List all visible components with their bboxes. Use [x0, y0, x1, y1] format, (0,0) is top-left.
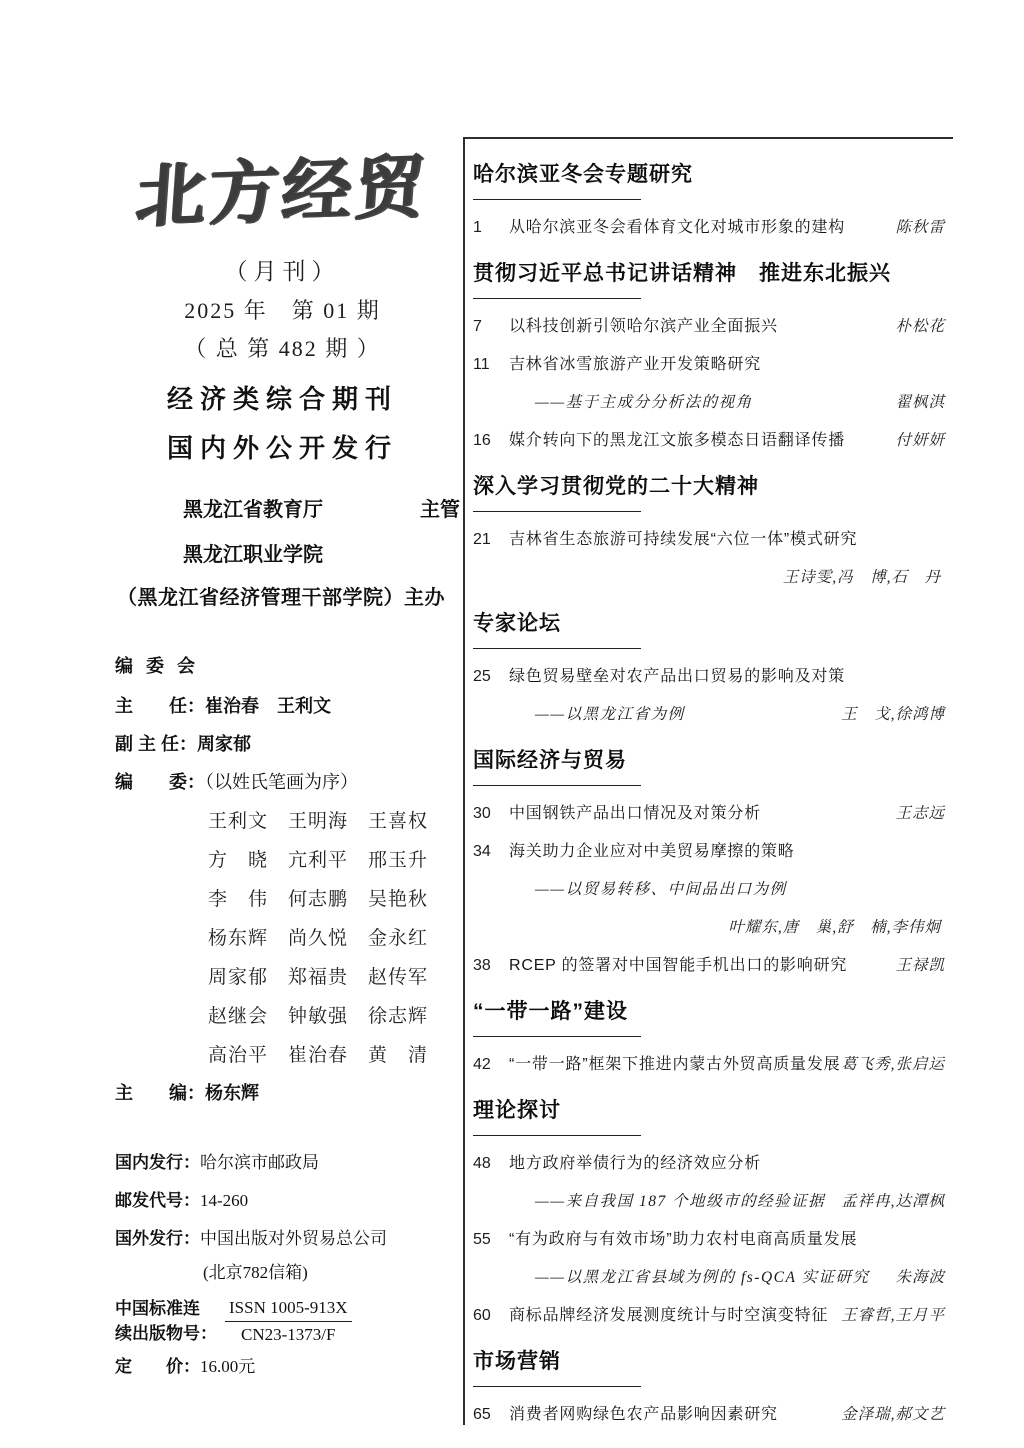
toc-article-page: 60: [473, 1307, 491, 1324]
editorial-board-block: [115, 652, 460, 1105]
toc-article-title: RCEP 的签署对中国智能手机出口的影响研究: [509, 957, 848, 974]
postal-code-row: [115, 1186, 460, 1211]
postal-code-label: 邮发代号：: [115, 1191, 200, 1210]
board-member-row: 王利文 王明海 王喜权: [208, 811, 429, 832]
members-label: 编 委：: [115, 772, 205, 792]
toc-article-subtitle-row: [473, 1191, 945, 1212]
toc-article-page: 55: [473, 1231, 491, 1248]
toc-article-row: [473, 1054, 945, 1075]
toc-section-heading: 贯彻习近平总书记讲话精神 推进东北振兴: [473, 262, 891, 285]
toc-article-subtitle-row: [473, 879, 945, 900]
toc-heading-rule: [473, 1036, 641, 1037]
toc-article-row: [473, 430, 945, 451]
toc-article-title: 绿色贸易壁垒对农产品出口贸易的影响及对策: [509, 668, 846, 685]
toc-article-page: 65: [473, 1406, 491, 1423]
toc-heading-rule: [473, 298, 641, 299]
toc-article-page: 42: [473, 1056, 491, 1073]
board-members: [115, 806, 460, 1067]
board-member-row: 杨东辉 尚久悦 金永红: [208, 928, 429, 949]
toc-article-authors: 王志远: [895, 805, 945, 822]
toc-article-subtitle: ——基于主成分分析法的视角: [535, 394, 753, 411]
toc-article-row: [473, 354, 945, 375]
toc-article-page: 48: [473, 1155, 491, 1172]
director-names: 崔治春 王利文: [205, 696, 331, 716]
toc-article-page: 25: [473, 668, 491, 685]
journal-category-line: 经济类综合期刊: [166, 384, 398, 414]
toc-article-title: “一带一路”框架下推进内蒙古外贸高质量发展: [509, 1056, 841, 1073]
toc-article-authors: 孟祥冉,达潭枫: [841, 1193, 945, 1210]
supervisor-name: 黑龙江省教育厅: [183, 499, 323, 521]
cn-value: CN23-1373/F: [241, 1324, 336, 1344]
toc-article-row: [473, 666, 945, 687]
toc-heading-rule: [473, 1386, 641, 1387]
toc-section: [473, 607, 945, 725]
toc-article-page: 11: [473, 356, 490, 373]
board-member-row: 周家郁 郑福贵 赵传军: [208, 967, 429, 988]
supervisor-role: 主管: [420, 499, 460, 521]
journal-logo: 北方经贸: [133, 148, 431, 236]
toc-heading-rule: [473, 199, 641, 200]
domestic-distribution-row: [115, 1148, 460, 1173]
toc-section: [473, 1345, 945, 1425]
publication-info-block: [115, 1148, 460, 1390]
toc-section: [473, 158, 945, 238]
toc-article-row: [473, 1229, 945, 1250]
toc: [473, 158, 945, 1425]
organization-block: [115, 493, 460, 610]
issn-row: [115, 1296, 460, 1346]
toc-article-authors: 陈秋雷: [895, 219, 945, 236]
toc-article-page: 21: [473, 531, 491, 548]
toc-article-title: 吉林省生态旅游可持续发展“六位一体”模式研究: [509, 531, 858, 548]
toc-article-title: 商标品牌经济发展测度统计与时空演变特征: [509, 1307, 829, 1324]
toc-section: [473, 257, 945, 451]
toc-section-heading: 哈尔滨亚冬会专题研究: [473, 163, 693, 186]
toc-article-authors: 叶耀东,唐 巢,舒 楠,李伟炯: [728, 919, 941, 936]
toc-article-row: [473, 803, 945, 824]
price-label: 定 价：: [115, 1357, 200, 1376]
toc-article-authors: 朴松花: [895, 318, 945, 335]
host-name: 黑龙江职业学院: [183, 544, 323, 566]
chief-editor-label: 主 编：: [115, 1083, 205, 1103]
issue-total-number: （ 总 第 482 期 ）: [184, 336, 381, 361]
domestic-distribution-value: 哈尔滨市邮政局: [200, 1153, 319, 1172]
toc-column: [463, 137, 953, 1425]
toc-heading-rule: [473, 648, 641, 649]
toc-article-page: 16: [473, 432, 491, 449]
issue-number: 2025 年 第 01 期: [184, 298, 381, 323]
toc-section: [473, 995, 945, 1075]
toc-article-authors: 朱海波: [895, 1269, 945, 1286]
toc-article-authors: 王 戈,徐鸿博: [841, 706, 945, 723]
toc-article-subtitle-row: [473, 1267, 945, 1288]
issue-block: [115, 253, 450, 363]
board-director-row: [115, 692, 460, 718]
board-member-row: 高治平 崔治春 黄 清: [208, 1045, 429, 1066]
board-deputy-row: [115, 730, 460, 756]
issn-label: 中国标准连 续出版物号：: [115, 1299, 217, 1343]
board-member-row: 李 伟 何志鹏 吴艳秋: [208, 889, 429, 910]
toc-article-title: 中国钢铁产品出口情况及对策分析: [509, 805, 762, 822]
toc-article-authors: 王诗雯,冯 博,石 丹: [782, 569, 941, 586]
supervisor-row: [115, 493, 460, 522]
host-role-line: （黑龙江省经济管理干部学院）主办: [117, 587, 445, 609]
toc-article-page: 1: [473, 219, 482, 236]
toc-heading-rule: [473, 785, 641, 786]
toc-article-authors-row: [473, 917, 945, 938]
members-ordering-note: （以姓氏笔画为序）: [205, 772, 358, 792]
toc-article-subtitle-row: [473, 704, 945, 725]
price-value: 16.00元: [200, 1357, 256, 1376]
left-column: [115, 130, 460, 1376]
toc-article-authors-row: [473, 567, 945, 588]
toc-section-heading: 理论探讨: [473, 1099, 561, 1122]
toc-article-row: [473, 316, 945, 337]
toc-article-title: 从哈尔滨亚冬会看体育文化对城市形象的建构: [509, 219, 846, 236]
editorial-board-title: 编 委 会: [115, 656, 200, 676]
toc-article-title: 地方政府举债行为的经济效应分析: [509, 1155, 762, 1172]
toc-article-page: 7: [473, 318, 482, 335]
toc-article-subtitle: ——来自我国 187 个地级市的经验证据: [535, 1193, 826, 1210]
toc-article-title: 海关助力企业应对中美贸易摩擦的策略: [509, 843, 795, 860]
board-member-row: 赵继会 钟敏强 徐志辉: [208, 1006, 429, 1027]
foreign-distribution-row: [115, 1224, 460, 1249]
deputy-director-label: 副 主 任：: [115, 734, 198, 754]
toc-article-subtitle: ——以贸易转移、中间品出口为例: [535, 881, 787, 898]
toc-section-heading: 深入学习贯彻党的二十大精神: [473, 475, 759, 498]
toc-article-authors: 翟枫淇: [895, 394, 945, 411]
domestic-distribution-label: 国内发行：: [115, 1153, 200, 1172]
toc-article-subtitle: ——以黑龙江省为例: [535, 706, 685, 723]
toc-section-heading: 市场营销: [473, 1350, 561, 1373]
board-member-row: 方 晓 亢利平 邢玉升: [208, 850, 429, 871]
toc-article-page: 30: [473, 805, 491, 822]
toc-section-heading: “一带一路”建设: [473, 1000, 628, 1023]
toc-article-page: 38: [473, 957, 491, 974]
toc-article-row: [473, 841, 945, 862]
toc-article-title: “有为政府与有效市场”助力农村电商高质量发展: [509, 1231, 858, 1248]
toc-article-row: [473, 1153, 945, 1174]
toc-article-authors: 付妍妍: [895, 432, 945, 449]
toc-heading-rule: [473, 1135, 641, 1136]
toc-heading-rule: [473, 511, 641, 512]
price-row: [115, 1352, 460, 1377]
foreign-distribution-address: (北京782信箱): [203, 1263, 308, 1282]
tagline-block: [115, 379, 450, 465]
journal-distribution-line: 国内外公开发行: [166, 433, 398, 463]
toc-section-heading: 国际经济与贸易: [473, 749, 627, 772]
toc-article-title: 媒介转向下的黑龙江文旅多模态日语翻译传播: [509, 432, 846, 449]
toc-article-authors: 王禄凯: [895, 957, 945, 974]
toc-article-row: [473, 955, 945, 976]
toc-article-page: 34: [473, 843, 491, 860]
frequency-label: （月刊）: [224, 259, 341, 284]
toc-article-row: [473, 1305, 945, 1326]
toc-article-title: 吉林省冰雪旅游产业开发策略研究: [509, 356, 762, 373]
toc-article-subtitle-row: [473, 392, 945, 413]
toc-article-subtitle: ——以黑龙江省县域为例的 fs-QCA 实证研究: [535, 1269, 870, 1286]
toc-article-title: 消费者网购绿色农产品影响因素研究: [509, 1406, 778, 1423]
toc-article-title: 以科技创新引领哈尔滨产业全面振兴: [509, 318, 778, 335]
toc-article-authors: 王睿哲,王月平: [841, 1307, 945, 1324]
chief-editor-name: 杨东辉: [205, 1083, 259, 1103]
toc-section: [473, 744, 945, 976]
foreign-distribution-value: 中国出版对外贸易总公司: [200, 1229, 387, 1248]
postal-code-value: 14-260: [200, 1191, 249, 1210]
toc-article-row: [473, 529, 945, 550]
deputy-director-name: 周家郁: [197, 734, 252, 754]
chief-editor-row: [115, 1079, 460, 1105]
toc-article-authors: 金泽瑞,郝文艺: [841, 1406, 945, 1423]
toc-article-row: [473, 217, 945, 238]
director-label: 主 任：: [115, 696, 205, 716]
toc-section-heading: 专家论坛: [473, 612, 561, 635]
toc-article-authors: 葛飞秀,张启运: [841, 1056, 945, 1073]
foreign-distribution-label: 国外发行：: [115, 1229, 200, 1248]
issn-value: ISSN 1005-913X: [225, 1298, 352, 1322]
board-members-label-row: [115, 768, 460, 794]
toc-section: [473, 1094, 945, 1326]
toc-article-row: [473, 1404, 945, 1425]
toc-section: [473, 470, 945, 588]
issn-cn-numbers: [225, 1298, 352, 1345]
